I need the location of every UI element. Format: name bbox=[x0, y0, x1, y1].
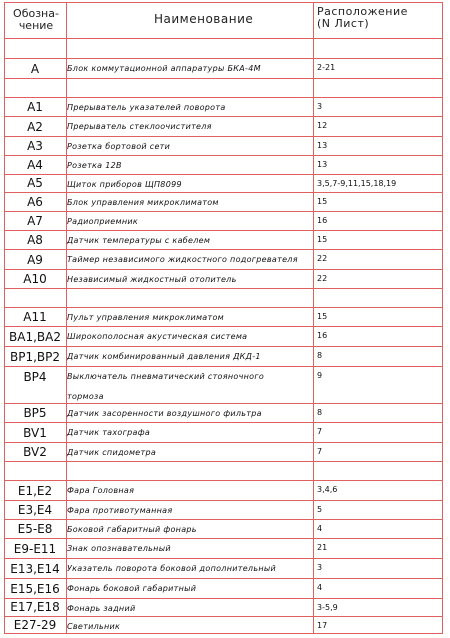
row-location: 9 bbox=[317, 371, 323, 380]
row-location: 2-21 bbox=[317, 63, 336, 72]
row-location: 21 bbox=[317, 543, 328, 552]
row-divider bbox=[4, 442, 443, 443]
header-name: Наименование bbox=[154, 12, 254, 26]
row-divider bbox=[4, 307, 443, 308]
row-name: Выключатель пневматический стояночного bbox=[67, 372, 265, 381]
row-name: Датчик спидометра bbox=[67, 448, 157, 457]
row-location: 7 bbox=[317, 447, 323, 456]
row-divider bbox=[4, 538, 443, 539]
row-name: Указатель поворота боковой дополнительный bbox=[67, 564, 276, 573]
row-divider bbox=[4, 97, 443, 98]
row-divider bbox=[4, 230, 443, 231]
row-designation: A2 bbox=[27, 120, 43, 134]
row-location: 8 bbox=[317, 408, 323, 417]
row-divider bbox=[4, 558, 443, 559]
row-divider bbox=[4, 500, 443, 501]
row-designation: E3,E4 bbox=[17, 503, 53, 517]
row-designation: BP5 bbox=[23, 406, 47, 420]
row-divider bbox=[4, 616, 443, 617]
row-designation: A7 bbox=[27, 214, 43, 228]
row-divider bbox=[4, 519, 443, 520]
row-designation: E5-E8 bbox=[17, 522, 53, 536]
row-divider bbox=[4, 211, 443, 212]
row-divider bbox=[4, 346, 443, 347]
row-location: 3,5,7-9,11,15,18,19 bbox=[317, 179, 397, 188]
row-divider bbox=[4, 403, 443, 404]
row-divider bbox=[4, 578, 443, 579]
row-designation: BP1,BP2 bbox=[9, 350, 61, 364]
row-divider bbox=[4, 116, 443, 117]
row-location: 7 bbox=[317, 427, 323, 436]
row-designation: A4 bbox=[27, 158, 43, 172]
row-location: 22 bbox=[317, 274, 328, 283]
row-divider bbox=[4, 38, 443, 39]
header-designation-line2: чение bbox=[18, 18, 54, 32]
row-designation: E13,E14 bbox=[10, 562, 60, 576]
row-divider bbox=[4, 480, 443, 481]
row-divider bbox=[4, 174, 443, 175]
row-name: Таймер независимого жидкостного подогревателя bbox=[67, 255, 298, 264]
row-location: 17 bbox=[317, 621, 328, 630]
row-name: Блок управления микроклиматом bbox=[67, 198, 219, 207]
row-divider bbox=[4, 192, 443, 193]
row-divider bbox=[4, 326, 443, 327]
row-divider bbox=[4, 288, 443, 289]
row-designation: A6 bbox=[27, 195, 43, 209]
row-designation: BA1,BA2 bbox=[9, 330, 61, 344]
row-name: Пульт управления микроклиматом bbox=[67, 313, 224, 322]
header-location-line2: (N Лист) bbox=[317, 16, 370, 30]
row-location: 12 bbox=[317, 121, 328, 130]
row-location: 16 bbox=[317, 216, 328, 225]
row-name: Радиоприемник bbox=[67, 217, 138, 226]
row-divider bbox=[4, 422, 443, 423]
row-location: 5 bbox=[317, 505, 323, 514]
row-name: Фонарь боковой габаритный bbox=[67, 584, 197, 593]
row-location: 3-5,9 bbox=[317, 603, 338, 612]
row-location: 3 bbox=[317, 563, 323, 572]
row-designation: A11 bbox=[23, 310, 47, 324]
row-location: 3 bbox=[317, 102, 323, 111]
header-designation-line1: Обозна- bbox=[13, 7, 59, 20]
components-table bbox=[4, 2, 443, 634]
row-designation: A1 bbox=[27, 100, 43, 114]
row-designation: A9 bbox=[27, 253, 43, 267]
row-designation: A bbox=[30, 62, 40, 76]
row-name: тормоза bbox=[67, 392, 104, 401]
row-location: 15 bbox=[317, 235, 328, 244]
row-name: Фара противотуманная bbox=[67, 506, 173, 515]
row-name: Широкополосная акустическая система bbox=[67, 332, 248, 341]
row-designation: BV2 bbox=[23, 445, 47, 459]
header-location-line1: Расположение bbox=[317, 5, 408, 18]
row-name: Датчик тахографа bbox=[67, 428, 151, 437]
row-name: Розетка бортовой сети bbox=[67, 142, 171, 151]
row-designation: A5 bbox=[27, 176, 43, 190]
row-name: Датчик температуры с кабелем bbox=[67, 236, 211, 245]
header-location bbox=[317, 6, 408, 29]
row-location: 15 bbox=[317, 312, 328, 321]
row-name: Независимый жидкостный отопитель bbox=[67, 275, 237, 284]
row-divider bbox=[4, 269, 443, 270]
row-designation: E9-E11 bbox=[13, 542, 57, 556]
row-location: 22 bbox=[317, 254, 328, 263]
row-location: 13 bbox=[317, 141, 328, 150]
row-divider bbox=[4, 136, 443, 137]
row-name: Датчик комбинированный давления ДКД-1 bbox=[67, 352, 261, 361]
row-name: Блок коммутационной аппаратуры БКА-4М bbox=[67, 64, 261, 73]
row-designation: E1,E2 bbox=[17, 484, 53, 498]
row-designation: E15,E16 bbox=[10, 582, 60, 596]
row-name: Розетка 12В bbox=[67, 161, 122, 170]
row-location: 4 bbox=[317, 524, 323, 533]
row-location: 16 bbox=[317, 331, 328, 340]
row-name: Знак опознавательный bbox=[67, 544, 171, 553]
row-name: Щиток приборов ЩП8099 bbox=[67, 180, 182, 189]
row-divider bbox=[4, 78, 443, 79]
row-designation: A3 bbox=[27, 139, 43, 153]
row-divider bbox=[4, 461, 443, 462]
row-divider bbox=[4, 58, 443, 59]
row-designation: E17,E18 bbox=[10, 600, 60, 614]
row-name: Прерыватель указателей поворота bbox=[67, 103, 226, 112]
row-designation: BP4 bbox=[23, 370, 47, 384]
row-divider bbox=[4, 155, 443, 156]
row-designation: A8 bbox=[27, 233, 43, 247]
row-designation: A10 bbox=[23, 272, 47, 286]
row-location: 3,4,6 bbox=[317, 485, 338, 494]
row-location: 15 bbox=[317, 197, 328, 206]
row-designation: BV1 bbox=[23, 426, 47, 440]
header-designation bbox=[7, 8, 65, 31]
row-name: Фонарь задний bbox=[67, 604, 136, 613]
row-location: 8 bbox=[317, 351, 323, 360]
row-divider bbox=[4, 598, 443, 599]
row-location: 13 bbox=[317, 160, 328, 169]
row-name: Фара Головная bbox=[67, 486, 135, 495]
row-name: Прерыватель стеклоочистителя bbox=[67, 122, 212, 131]
row-name: Датчик засоренности воздушного фильтра bbox=[67, 409, 262, 418]
row-name: Светильник bbox=[67, 622, 121, 631]
row-designation: E27-29 bbox=[13, 618, 57, 632]
row-divider bbox=[4, 249, 443, 250]
row-name: Боковой габаритный фонарь bbox=[67, 525, 197, 534]
row-location: 4 bbox=[317, 583, 323, 592]
row-divider bbox=[4, 366, 443, 367]
